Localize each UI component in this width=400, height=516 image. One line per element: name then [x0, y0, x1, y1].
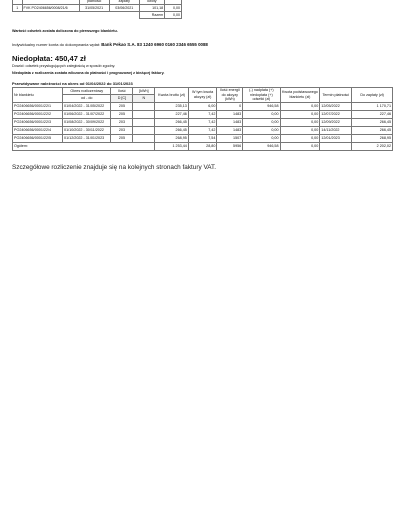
table-row: [13, 126, 393, 134]
total-nadplata: 946,58: [243, 142, 280, 150]
account-number: Bank Pekao S.A. 83 1240 6960 0160 2346 6555 0088: [101, 42, 208, 47]
cell-nadplata: 0,00: [243, 126, 280, 134]
table-header-row: [13, 88, 393, 95]
cell-termin: 12/07/2022: [320, 110, 352, 118]
total-zaplata: 2 202,02: [352, 142, 393, 150]
table-row: [13, 5, 182, 12]
rest-amount: 0,00: [165, 5, 182, 12]
cell-okres: 01/06/2022 - 31/07/2022: [63, 110, 111, 118]
cell-nadplata: 0,00: [243, 110, 280, 118]
cell-termin: 12/05/2022: [320, 102, 352, 110]
cell-akcyza: 7,42: [188, 126, 217, 134]
cell-akcyza: 7,42: [188, 110, 217, 118]
cell-akcyza: 7,42: [188, 118, 217, 126]
underpayment-title: Niedopłata: 450,47 zł: [12, 54, 86, 63]
total-row: [13, 142, 393, 150]
cell-termin: 14/11/2022: [320, 126, 352, 134]
cell-blankiet: 0,00: [280, 118, 320, 126]
forecast-table: [12, 87, 393, 151]
amount: 101,18: [139, 5, 164, 12]
paid-date: 03/06/2021: [109, 5, 139, 12]
cell-kwh: 1483: [217, 126, 243, 134]
cell-blankiet: 0,00: [280, 126, 320, 134]
subheader-okres: od - do: [63, 95, 111, 102]
cell-brutto: 227,46: [155, 110, 188, 118]
footer-note: Szczegółowe rozliczenie znajduje się na kolejnych stronach faktury VAT.: [12, 164, 217, 171]
total-kwh: 5956: [217, 142, 243, 150]
header-cell: płatności: [79, 0, 109, 5]
cell-okres: 01/08/2022 - 30/09/2022: [63, 118, 111, 126]
row-index: 1: [13, 5, 23, 12]
cell-kwh: 1483: [217, 110, 243, 118]
total-label: Ogółem:: [13, 142, 155, 150]
table-row: [13, 102, 393, 110]
cell-okres: 01/04/2022 - 31/05/2022: [63, 102, 111, 110]
header-cell: kwoty: [139, 0, 164, 5]
cell-brutto: 268,95: [155, 134, 188, 142]
cell-n: [133, 126, 155, 134]
cell-d: 205: [111, 102, 133, 110]
header-nadplata: (-) nadpłata (+) niedopłata (+) odsetki (zł): [243, 88, 280, 103]
invoice-settlement-table: [12, 0, 182, 19]
cell-zaplata: 227,46: [352, 110, 393, 118]
cell-d: 205: [111, 134, 133, 142]
cell-termin: 12/01/2023: [320, 134, 352, 142]
total-blankiet: 0,00: [280, 142, 320, 150]
cell-blankiet: 0,00: [280, 134, 320, 142]
cell-kwh: 1483: [217, 118, 243, 126]
cell-akcyza: 7,54: [188, 134, 217, 142]
header-cell: zapłaty: [109, 0, 139, 5]
cell-nadplata: 0,00: [243, 134, 280, 142]
total-value: 0,00: [165, 12, 182, 19]
cell-zaplata: 266,45: [352, 126, 393, 134]
document-number: FVK PO2406656/0008/21/6: [22, 5, 79, 12]
cell-brutto: 235,13: [155, 102, 188, 110]
cell-n: [133, 110, 155, 118]
total-row: [13, 12, 182, 19]
account-line: [12, 42, 208, 47]
total-akcyza: 28,80: [188, 142, 217, 150]
header-kwota-blankietu: Kwota podstawowego blankietu (zł): [280, 88, 320, 103]
header-w-tym-akcyzy: W tym kwota akcyzy (zł): [188, 88, 217, 103]
total-label: Razem: [139, 12, 164, 19]
header-do-zaplaty: Do zapłaty (zł): [352, 88, 393, 103]
total-brutto: 1 253,44: [155, 142, 188, 150]
table-row: [13, 110, 393, 118]
header-ilosc-akcyzy: Ilość energii do akcyzy (kWh): [217, 88, 243, 103]
underpayment-line-1: Dowód: odsetek przysługujących zaległością w sposób zgodny.: [12, 64, 116, 68]
cell-d: 203: [111, 126, 133, 134]
payment-date: 31/05/2021: [79, 5, 109, 12]
cell-okres: 01/12/2022 - 31/01/2023: [63, 134, 111, 142]
cell-n: [133, 118, 155, 126]
cell-okres: 01/10/2022 - 30/11/2022: [63, 126, 111, 134]
cell-n: [133, 134, 155, 142]
surplus-notice: Wartość odsetek została doliczona do pierwszego blankietu.: [12, 29, 118, 33]
cell-nr: PO2406656/0001/22/5: [13, 134, 63, 142]
cell-nr: PO2406656/0001/22/4: [13, 126, 63, 134]
header-kwota-brutto: Kwota brutto (zł): [155, 88, 188, 103]
header-ilosc: Ilość: [111, 88, 133, 95]
subheader-kwh: N: [133, 95, 155, 102]
cell-nadplata: 946,58: [243, 102, 280, 110]
cell-d: 203: [111, 118, 133, 126]
account-prefix: Indywidualny numer konta do dokonywania wpłat:: [12, 42, 101, 47]
subheader-ilosc: D [C]: [111, 95, 133, 102]
forecast-title: Przewidywane należności na okres od 01/04/2022 do 31/01/2023: [12, 81, 133, 86]
header-blankiet: Nr blankietu: [13, 88, 63, 103]
table-row: [13, 134, 393, 142]
cell-blankiet: 0,00: [280, 110, 320, 118]
cell-zaplata: 266,45: [352, 118, 393, 126]
cell-nr: PO2406656/0001/22/3: [13, 118, 63, 126]
cell-zaplata: 1 170,71: [352, 102, 393, 110]
cell-brutto: 266,45: [155, 118, 188, 126]
cell-nr: PO2406656/0001/22/1: [13, 102, 63, 110]
cell-blankiet: 0,00: [280, 102, 320, 110]
cell-termin: 12/09/2022: [320, 118, 352, 126]
cell-nadplata: 0,00: [243, 118, 280, 126]
cell-akcyza: 6,00: [188, 102, 217, 110]
cell-kwh: 1507: [217, 134, 243, 142]
header-kwh: [kWh]: [133, 88, 155, 95]
cell-kwh: 0: [217, 102, 243, 110]
table-row: [13, 118, 393, 126]
cell-nr: PO2406656/0001/22/2: [13, 110, 63, 118]
cell-zaplata: 268,95: [352, 134, 393, 142]
header-okres: Okres rozliczeniowy: [63, 88, 111, 95]
cell-brutto: 266,45: [155, 126, 188, 134]
cell-n: [133, 102, 155, 110]
cell-d: 205: [111, 110, 133, 118]
header-termin: Termin płatności: [320, 88, 352, 103]
underpayment-line-2: Niedopłata z rozliczenia została wliczona do płatności i prognozowej z bieżącej faktury.: [12, 71, 165, 75]
